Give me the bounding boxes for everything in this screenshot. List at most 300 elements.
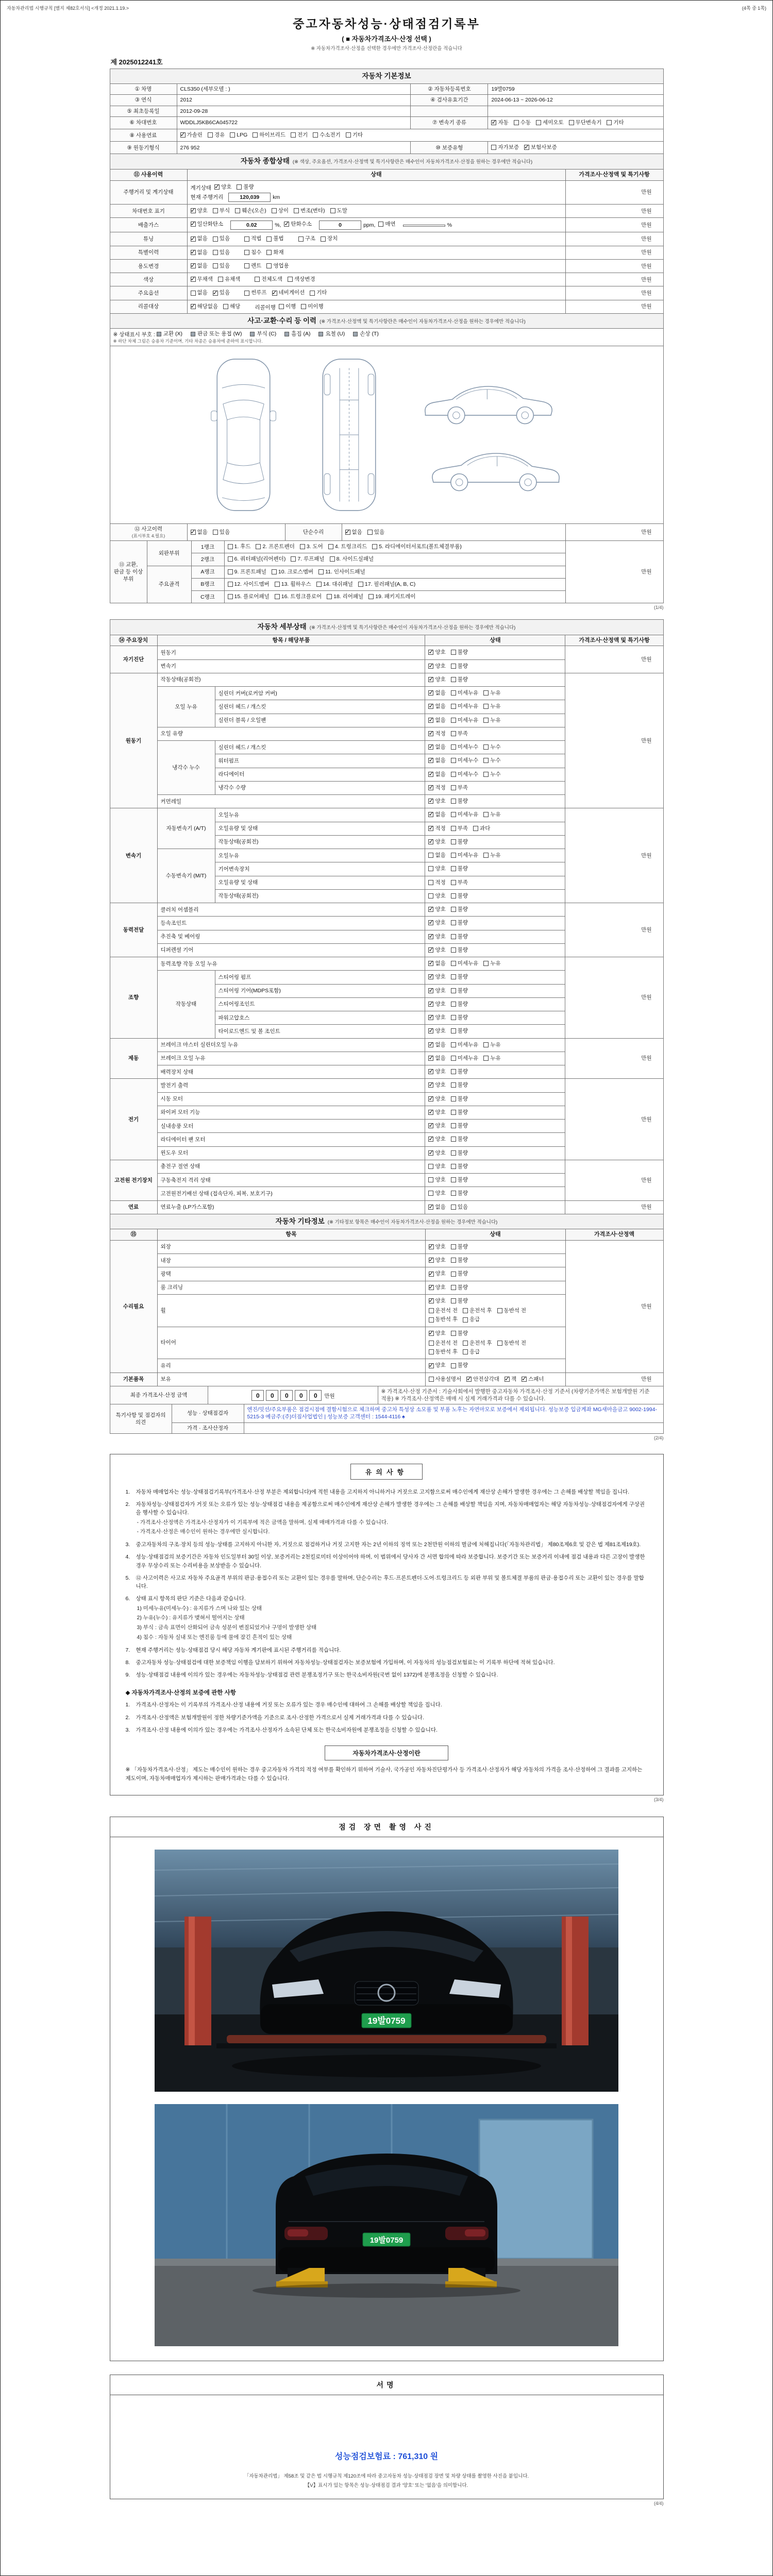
checkbox-empty-icon: [451, 1028, 456, 1033]
checkbox-item[interactable]: [483, 771, 500, 778]
checkbox-item[interactable]: [483, 1055, 500, 1062]
checkbox-item[interactable]: [428, 703, 445, 710]
checkbox-item[interactable]: [358, 581, 415, 588]
checkbox-item[interactable]: [451, 730, 468, 737]
checkbox-item[interactable]: [451, 865, 468, 872]
checkbox-label: 부족: [457, 730, 468, 737]
checkbox-label: 기타: [352, 131, 363, 138]
checkbox-item[interactable]: [451, 946, 468, 954]
checkbox-item[interactable]: [208, 131, 225, 139]
checkbox-empty-icon: [291, 556, 296, 562]
checkbox-empty-icon: [244, 263, 249, 268]
checkbox-empty-icon: [218, 277, 223, 282]
checkbox-item[interactable]: [213, 262, 230, 269]
item-state-cell: [425, 876, 565, 889]
checkbox-empty-icon: [451, 893, 456, 899]
item-name-cell: 작동상태(공회전): [215, 889, 425, 903]
checkbox-item[interactable]: [428, 906, 445, 913]
checkbox-item[interactable]: [429, 1330, 446, 1337]
checkbox-item[interactable]: [428, 973, 445, 980]
checkbox-checked-icon: [428, 839, 433, 844]
overall-row-label: 차대번호 표기: [110, 204, 187, 217]
checkbox-item[interactable]: [428, 811, 445, 818]
checkbox-item[interactable]: [497, 1307, 527, 1314]
checkbox-item[interactable]: [569, 119, 602, 126]
checkbox-item[interactable]: [428, 663, 445, 670]
checkbox-item[interactable]: [330, 207, 347, 214]
checkbox-item[interactable]: [451, 1362, 468, 1369]
checkbox-item[interactable]: [428, 1001, 445, 1008]
checkbox-item[interactable]: [191, 249, 208, 256]
checkbox-label: 양호: [435, 906, 446, 913]
checkbox-item[interactable]: [429, 1284, 446, 1291]
checkbox-item[interactable]: [428, 676, 445, 683]
checkbox-item[interactable]: [428, 933, 445, 940]
accident-rows-table: [110, 523, 664, 541]
checkbox-item[interactable]: [451, 1149, 468, 1157]
checkbox-item[interactable]: [451, 1095, 468, 1103]
checkbox-empty-icon: [473, 826, 478, 831]
checkbox-label: 양호: [435, 838, 446, 845]
checkbox-item[interactable]: [429, 1243, 446, 1250]
checkbox-item[interactable]: [451, 757, 479, 764]
checkbox-item[interactable]: [300, 543, 323, 550]
checkbox-item[interactable]: [429, 1376, 462, 1383]
notice-item: [126, 1553, 648, 1570]
item-name-cell: 타이어: [157, 1327, 425, 1359]
checkbox-item[interactable]: [428, 1055, 445, 1062]
checkbox-item[interactable]: [451, 1204, 468, 1211]
checkbox-empty-icon: [358, 582, 363, 587]
checkbox-label: 불량: [457, 1028, 468, 1035]
checkbox-item[interactable]: [451, 1270, 468, 1277]
item-name-cell: 실린더 블록 / 오일팬: [215, 714, 425, 727]
checkbox-item[interactable]: [483, 811, 500, 818]
checkbox-item[interactable]: [483, 743, 500, 751]
checkbox-item[interactable]: [294, 207, 325, 214]
notice-item-text: 중고자동차 성능·상태점검에 대한 보증책임 이행을 담보하기 위하여 자동차성능·상태점검자는 보증보험에 가입하며, 이 자동차의 성능점검보험료는 이 기록부 하단에 적혀 있습니다.: [136, 1659, 555, 1666]
overall-row: [110, 218, 663, 232]
checkbox-item[interactable]: [428, 892, 445, 900]
checkbox-item[interactable]: [451, 689, 479, 697]
checkbox-item[interactable]: [428, 1081, 445, 1089]
checkbox-item[interactable]: [228, 581, 270, 588]
checkbox-item[interactable]: [428, 798, 445, 805]
checkbox-item[interactable]: [228, 543, 251, 550]
overall-title-note: (※ 색상, 주요옵션, 가격조사·산정액 및 특기사항란은 매수인이 자동차가격조사·산정을 원하는 경우에만 적습니다): [292, 159, 533, 165]
checkbox-item[interactable]: [275, 593, 322, 600]
checkbox-item[interactable]: [451, 1330, 468, 1337]
checkbox-empty-icon: [451, 650, 456, 655]
checkbox-item[interactable]: [505, 1376, 516, 1383]
checkbox-item[interactable]: [191, 276, 213, 283]
checkbox-empty-icon: [451, 1244, 456, 1249]
checkbox-item[interactable]: [451, 987, 468, 994]
checkbox-item[interactable]: [429, 1316, 458, 1323]
checkbox-item[interactable]: [428, 1136, 445, 1143]
checkbox-empty-icon: [451, 1042, 456, 1047]
checkbox-item[interactable]: [451, 933, 468, 940]
checkbox-label: 수동: [520, 119, 531, 126]
accident-legend-note: ※ 하단 차체 그림은 승용차 기준이며, 기타 차종은 승용차에 준하여 표시합니다.: [113, 338, 263, 344]
checkbox-item[interactable]: [235, 207, 266, 214]
checkbox-item[interactable]: [318, 568, 365, 575]
state-line: [428, 1121, 562, 1131]
checkbox-item[interactable]: [237, 183, 254, 191]
checkbox-item[interactable]: [428, 784, 445, 791]
checkbox-item[interactable]: [491, 119, 508, 126]
checkbox-item[interactable]: [428, 838, 445, 845]
notice-sub-item: - 가격조사·산정액은 가격조사·산정자가 이 기록부에 적은 금액을 말하며, 실제 매매가격과 다를 수 있습니다.: [137, 1519, 388, 1526]
notice-item-text: 가격조사·산정 내용에 이의가 있는 경우에는 가격조사·산정자가 소속된 단체 또는 한국소비자원에 분쟁조정을 신청할 수 있습니다.: [136, 1727, 438, 1733]
checkbox-item[interactable]: [228, 568, 266, 575]
checkbox-item[interactable]: [368, 593, 415, 600]
checkbox-label: 색상변경: [294, 276, 315, 283]
checkbox-item[interactable]: [428, 1027, 445, 1035]
checkbox-item[interactable]: [451, 663, 468, 670]
checkbox-empty-icon: [451, 1137, 456, 1142]
checkbox-item[interactable]: [463, 1340, 492, 1347]
checkbox-item[interactable]: [524, 144, 557, 151]
checkbox-checked-icon: [428, 812, 433, 817]
checkbox-checked-icon: [428, 1069, 433, 1074]
checkbox-item[interactable]: [451, 798, 468, 805]
checkbox-item[interactable]: [451, 1163, 468, 1170]
item-state-cell: [425, 957, 565, 971]
item-state-cell: [425, 1052, 565, 1065]
checkbox-item[interactable]: [483, 717, 500, 724]
checkbox-item[interactable]: [428, 852, 445, 859]
checkbox-item[interactable]: [536, 119, 564, 126]
checkbox-item[interactable]: [228, 555, 286, 563]
checkbox-item[interactable]: [451, 784, 468, 791]
group-price-cell: 만원: [565, 808, 663, 903]
checkbox-label: 불량: [457, 1163, 468, 1170]
checkbox-item[interactable]: [451, 743, 479, 751]
checkbox-item[interactable]: [191, 289, 208, 296]
checkbox-item[interactable]: [301, 303, 323, 310]
item-state-cell: [425, 849, 565, 862]
device-item-row: [110, 673, 663, 686]
checkbox-item[interactable]: [428, 865, 445, 872]
checkbox-item[interactable]: [451, 1122, 468, 1129]
checkbox-item[interactable]: [451, 1136, 468, 1143]
checkbox-label: 운전석 전: [435, 1308, 458, 1314]
checkbox-item[interactable]: [451, 717, 479, 724]
checkbox-item[interactable]: [483, 689, 500, 697]
checkbox-item[interactable]: [451, 1068, 468, 1075]
legend-item: [318, 330, 345, 337]
checkbox-item[interactable]: [330, 555, 374, 563]
checkbox-item[interactable]: [463, 1307, 492, 1314]
checkbox-item[interactable]: [451, 1109, 468, 1116]
checkbox-label: 양호: [435, 946, 446, 953]
checkbox-label: 적정: [435, 825, 446, 832]
accident-history-table: [110, 313, 664, 524]
checkbox-item[interactable]: [298, 235, 315, 242]
checkbox-item[interactable]: [428, 1149, 445, 1157]
state-line: [428, 796, 562, 806]
checkbox-item[interactable]: [483, 1041, 500, 1048]
device-name-cell: 원동기: [110, 673, 157, 808]
checkbox-item[interactable]: [429, 1270, 446, 1277]
item-name-cell: 오일누유: [215, 808, 425, 822]
checkbox-item[interactable]: [463, 1316, 480, 1323]
item-state-cell: [425, 1281, 565, 1294]
checkbox-item[interactable]: [451, 906, 468, 913]
checkbox-item[interactable]: [451, 771, 479, 778]
checkbox-item[interactable]: [451, 1284, 468, 1291]
notice-item-text: 성능·상태점검의 보증기간은 자동차 인도일부터 30일 이상, 보증거리는 2천킬로미터 이상이어야 하며, 이 범위에서 당사자 간 서면 합의에 따라 보증합니다. 보증기간 또는 보증거리 이내에 점검 내용과 다른 고장이 발생한 경우 무상수리 또는 수리비용을 보상받을 수 있습니다.: [136, 1554, 645, 1569]
checkbox-label: 훼손(오손): [242, 207, 266, 214]
checkbox-item[interactable]: [428, 649, 445, 656]
checkbox-item[interactable]: [451, 1243, 468, 1250]
checkbox-item[interactable]: [191, 303, 219, 310]
checkbox-item[interactable]: [321, 235, 338, 242]
checkbox-item[interactable]: [228, 593, 270, 600]
checkbox-item[interactable]: [266, 235, 283, 242]
checkbox-item[interactable]: [428, 987, 445, 994]
panel-group-cell: 주요골격: [147, 566, 191, 603]
checkbox-item[interactable]: [451, 919, 468, 926]
checkbox-label: 2. 프론트펜더: [262, 544, 295, 550]
checkbox-item[interactable]: [429, 1257, 446, 1264]
checkbox-item[interactable]: [451, 879, 468, 886]
checkbox-item[interactable]: [346, 131, 363, 139]
checkbox-item[interactable]: [275, 581, 311, 588]
checkbox-empty-icon: [428, 893, 433, 899]
checkbox-item[interactable]: [451, 1041, 479, 1048]
checkbox-item[interactable]: [180, 131, 203, 139]
checkbox-item[interactable]: [213, 235, 230, 242]
checkbox-item[interactable]: [483, 852, 500, 859]
checkbox-item[interactable]: [428, 1068, 445, 1075]
checkbox-item[interactable]: [367, 529, 384, 536]
checkbox-item[interactable]: [451, 1001, 468, 1008]
item-state-cell: [425, 930, 565, 943]
checkbox-item[interactable]: [451, 960, 479, 967]
checkbox-item[interactable]: [244, 262, 261, 269]
checkbox-item[interactable]: [255, 276, 282, 283]
checkbox-item[interactable]: [345, 529, 362, 536]
checkbox-item[interactable]: [214, 183, 231, 191]
checkbox-item[interactable]: [213, 207, 230, 214]
checkbox-item[interactable]: [451, 676, 468, 683]
checkbox-item[interactable]: [428, 771, 445, 778]
checkbox-item[interactable]: [451, 1055, 479, 1062]
checkbox-item[interactable]: [327, 593, 363, 600]
state-line: [428, 716, 562, 725]
checkbox-item[interactable]: [428, 730, 445, 737]
checkbox-item[interactable]: [451, 1027, 468, 1035]
checkbox-item[interactable]: [310, 289, 327, 296]
checkbox-item[interactable]: [291, 131, 308, 139]
checkbox-empty-icon: [428, 1164, 433, 1169]
price-unit-cell: 만원: [565, 259, 663, 273]
etc-title-cell: [110, 1214, 663, 1229]
checkbox-item[interactable]: [218, 276, 240, 283]
checkbox-item[interactable]: [213, 249, 230, 256]
checkbox-item[interactable]: [223, 303, 240, 310]
checkbox-label: 불량: [457, 1001, 468, 1007]
checkbox-item[interactable]: [253, 131, 285, 139]
checkbox-item[interactable]: [451, 1297, 468, 1304]
price-survey-select[interactable]: ( ■ 자동차가격조사·산정 선택 ): [342, 35, 431, 43]
checkbox-item[interactable]: [291, 555, 324, 563]
checkbox-checked-icon: [284, 222, 289, 227]
checkbox-item[interactable]: [428, 946, 445, 954]
checkbox-item[interactable]: [429, 1348, 458, 1355]
checkbox-item[interactable]: [284, 221, 312, 228]
checkbox-item[interactable]: [428, 1109, 445, 1116]
checkbox-item[interactable]: [191, 262, 208, 269]
device-item-row: [110, 808, 663, 822]
checkbox-item[interactable]: [191, 235, 208, 242]
rank-items-cell: [224, 553, 565, 566]
device-item-row: [110, 957, 663, 971]
checkbox-item[interactable]: [272, 289, 305, 296]
checkbox-item[interactable]: [266, 262, 289, 269]
checkbox-item[interactable]: [191, 529, 208, 536]
checkbox-item[interactable]: [451, 1190, 468, 1197]
checkbox-label: 운전석 후: [469, 1308, 492, 1314]
checkbox-item[interactable]: [451, 892, 468, 900]
checkbox-item[interactable]: [429, 1340, 458, 1347]
checkbox-item[interactable]: [288, 276, 315, 283]
state-line: [428, 675, 562, 685]
checkbox-item[interactable]: [428, 879, 445, 886]
checkbox-label: 부식: [219, 207, 230, 214]
checkbox-checked-icon: [428, 1056, 433, 1061]
checkbox-item[interactable]: [213, 289, 230, 296]
checkbox-label: 불량: [457, 1270, 468, 1277]
checkbox-item[interactable]: [451, 1257, 468, 1264]
item-name-cell: 실린더 헤드 / 개스킷: [215, 741, 425, 754]
checkbox-item[interactable]: [428, 960, 445, 967]
rank-name-cell: 1랭크: [191, 541, 224, 553]
checkbox-item[interactable]: [428, 689, 445, 697]
checkbox-item[interactable]: [428, 1122, 445, 1129]
checkbox-item[interactable]: [451, 973, 468, 980]
checkbox-empty-icon: [491, 145, 496, 150]
checkbox-item[interactable]: [279, 303, 296, 310]
checkbox-item[interactable]: [244, 249, 261, 256]
checkbox-item[interactable]: [428, 1176, 445, 1183]
checkbox-empty-icon: [346, 132, 351, 138]
checkbox-item[interactable]: [428, 1095, 445, 1103]
checkbox-empty-icon: [463, 1341, 468, 1346]
checkbox-label: 양호: [435, 1149, 446, 1156]
checkbox-empty-icon: [378, 222, 383, 227]
checkbox-item[interactable]: [451, 1081, 468, 1089]
checkbox-item[interactable]: [483, 703, 500, 710]
checkbox-item[interactable]: [429, 1307, 458, 1314]
checkbox-item[interactable]: [607, 119, 624, 126]
device-sub-cell: 작동상태: [157, 971, 215, 1038]
checkbox-label: 불량: [457, 838, 468, 845]
checkbox-item[interactable]: [429, 1297, 446, 1304]
checkbox-item[interactable]: [272, 568, 313, 575]
guarantee-title: ◆ 자동차가격조사·산정의 보증에 관한 사항: [125, 1690, 236, 1697]
state-line: [428, 1040, 562, 1050]
checkbox-label: 안전삼각대: [473, 1376, 499, 1382]
checkbox-item[interactable]: [191, 221, 224, 228]
checkbox-item[interactable]: [451, 649, 468, 656]
checkbox-label: 있음: [457, 1204, 468, 1210]
checkbox-item[interactable]: [244, 289, 266, 296]
checkbox-item[interactable]: [428, 743, 445, 751]
checkbox-item[interactable]: [428, 757, 445, 764]
checkbox-item[interactable]: [256, 543, 294, 550]
checkbox-item[interactable]: [272, 207, 289, 214]
checkbox-checked-icon: [428, 799, 433, 804]
checkbox-item[interactable]: [451, 1014, 468, 1021]
checkbox-item[interactable]: [451, 838, 468, 845]
checkbox-item[interactable]: [266, 249, 283, 256]
checkbox-item[interactable]: [429, 1362, 446, 1369]
checkbox-label: 양호: [435, 1123, 446, 1129]
checkbox-empty-icon: [266, 250, 272, 255]
checkbox-item[interactable]: [313, 131, 341, 139]
state-line: [428, 756, 562, 766]
checkbox-item[interactable]: [372, 543, 462, 550]
checkbox-item[interactable]: [451, 852, 479, 859]
checkbox-item[interactable]: [191, 207, 208, 214]
checkbox-item[interactable]: [463, 1348, 480, 1355]
checkbox-item[interactable]: [428, 919, 445, 926]
checkbox-label: 양호: [435, 974, 446, 980]
checkbox-empty-icon: [451, 934, 456, 939]
checkbox-item[interactable]: [491, 144, 519, 151]
checkbox-item[interactable]: [451, 1176, 468, 1183]
checkbox-item[interactable]: [451, 811, 479, 818]
checkbox-item[interactable]: [213, 529, 230, 536]
item-state-cell: [425, 795, 565, 808]
checkbox-item[interactable]: [378, 221, 395, 228]
checkbox-item[interactable]: [428, 1041, 445, 1048]
checkbox-item[interactable]: [428, 1163, 445, 1170]
legend-text: 손상 (T): [360, 331, 379, 337]
checkbox-item[interactable]: [451, 825, 468, 832]
checkbox-item[interactable]: [428, 1014, 445, 1021]
item-name-cell: 냉각수 수량: [215, 781, 425, 794]
checkbox-item[interactable]: [466, 1376, 499, 1383]
checkbox-item[interactable]: [428, 717, 445, 724]
checkbox-empty-icon: [483, 961, 489, 966]
checkbox-empty-icon: [253, 132, 258, 138]
checkbox-item[interactable]: [244, 235, 261, 242]
checkbox-item[interactable]: [514, 119, 531, 126]
checkbox-item[interactable]: [230, 131, 247, 139]
checkbox-item[interactable]: [428, 825, 445, 832]
checkbox-item[interactable]: [483, 757, 500, 764]
checkbox-item[interactable]: [428, 1190, 445, 1197]
checkbox-item[interactable]: [522, 1376, 544, 1383]
checkbox-item[interactable]: [428, 1204, 445, 1211]
checkbox-label: 적정: [435, 879, 446, 886]
notice-item: [126, 1574, 648, 1591]
item-name-cell: 오일 유량: [157, 727, 425, 740]
checkbox-item[interactable]: [328, 543, 367, 550]
checkbox-item[interactable]: [473, 825, 490, 832]
checkbox-item[interactable]: [451, 703, 479, 710]
checkbox-item[interactable]: [497, 1340, 527, 1347]
checkbox-label: 불량: [457, 1136, 468, 1143]
checkbox-label: 미세누유: [457, 690, 479, 697]
checkbox-empty-icon: [451, 988, 456, 993]
checkbox-item[interactable]: [316, 581, 353, 588]
checkbox-item[interactable]: [483, 960, 500, 967]
